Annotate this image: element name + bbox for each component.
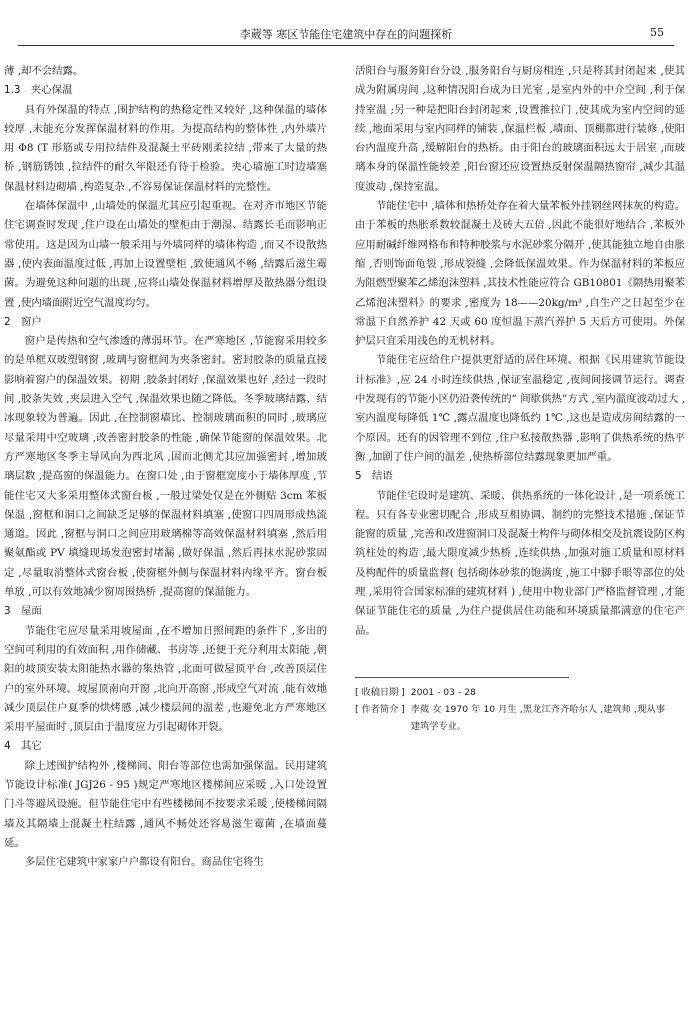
paragraph-gable-wall: 在墙体保温中 ,山墙处的保温尤其应引起重视。在对齐市地区节能住宅调查时发现 ,住户设在山墙处的壁柜由于潮湿、结露长毛而影响正常使用。这是因为山墙一般采用与外墙同样的墙体构造 ,而又不设散热器 ,使内表面温度过低 ,再加上设置壁柜 ,致使通风不畅 ,结露后滋生霉菌。为避免这种问题的出现 ,应将山墙处保温材料增厚及散热器分组设置 ,使内墙面附近空气温度均匀。 <box>4 200 327 309</box>
section-heading-2: 2 窗户 <box>4 315 42 328</box>
paragraph-heating: 节能住宅应给住户提供更舒适的居住环境。根据《民用建筑节能设计标准》,应 24 小时连续供热 ,保证室温稳定 ,夜间间接调节运行。调查中发现有的节能小区仍沿袭传统的“ 间歇供热”方式 ,室内温度波动过大 ,室内温度每降低 1℃ ,露点温度也降低约 1℃ ,这也是造成房间结露的一个原因。还有的因管理不到位 ,住户私接散热器 ,影响了供热系统的热平衡 ,加剧了住户间的温差 ,使热桥部位结露现象更加严重。 <box>355 354 685 463</box>
section-heading-3: 3 屋面 <box>4 605 42 618</box>
section-heading-5: 5 结语 <box>355 470 393 483</box>
received-value: 2001 - 03 - 28 <box>410 686 476 698</box>
right-column <box>355 62 685 735</box>
received-date <box>355 684 665 701</box>
author-value: 李葳 女 1970 年 10 月生 ,黑龙江齐齐哈尔人 ,建筑师 ,现从事建筑学专业。 <box>410 703 665 732</box>
author-info <box>355 701 665 735</box>
paragraph-roof: 节能住宅应尽量采用坡屋面 ,在不增加日照间距的条件下 ,多出的空间可利用的有效面积 ,用作储藏、书房等 ,还便于充分利用太阳能 ,朝阳的坡顶安装太阳能热水器的集热管 ,北面可做屋顶平台 ,改善顶层住户的室外环境。坡屋顶南向开窗 ,北向开高窗 ,形成空气对流 ,能有效地减少顶层住户夏季的烘烤感 ,减少楼层间的温差 ,也避免北方严寒地区采用平屋面时 ,顶层由于温度应力引起砌体开裂。 <box>4 624 327 734</box>
paragraph-sandwich-insulation: 具有外保温的特点 ,围护结构的热稳定性又较好 ,这种保温的墙体较厚 ,未能充分发挥保温材料的作用。为提高结构的整体性 ,内外墙片用 Φ8 (T 形筋或专用拉结件及混凝土平砖刚柔拉结 ,带来了大量的热桥 ,钢筋锈蚀 ,拉结件的耐久年限还有待于检验。夹心墙施工时边墙塞保温材料边砌墙 ,构造复杂 ,不容易保证保温材料的完整性。 <box>4 103 327 193</box>
author-label: [ 作者简介 ] <box>355 703 405 715</box>
section-heading-1-3: 1.3 夹心保温 <box>4 84 73 97</box>
article-notes <box>355 677 665 735</box>
running-head <box>18 18 674 46</box>
paragraph-balcony-cont: 活阳台与服务阳台分设 ,服务阳台与厨房相连 ,只是将其封闭起来 ,使其成为附属房间 ,这种情况阳台成为日光室 ,是室内外的中介空间 ,利于保持室温 ;另一种是把阳台封闭起来 ,设置推拉门 ,使其成为室内空间的延续 ,地面采用与室内同样的铺装 ,保温栏板 ,墙面、顶棚都进行装修 ,使阳台内温度升高 ,缓解阳台的热桥。由于阳台的玻璃面积远大于居室 ,而玻璃本身的保温性能较差 ,阳台窗还应设置热反射保温隔热窗帘 ,减少其温度波动 ,保持室温。 <box>355 65 685 193</box>
paragraph-balcony-start: 多层住宅建筑中家家户户都设有阳台。商品住宅将生 <box>24 856 264 869</box>
received-label: [ 收稿日期 ] <box>355 686 405 698</box>
paragraph-continuation: 薄 ,却不会结露。 <box>4 65 84 77</box>
paragraph-windows: 窗户是传热和空气渗透的薄弱环节。在严寒地区 ,节能窗采用较多的是单框双玻塑钢窗 ,玻璃与窗框间为夹条密封。密封胶条的质量直接影响着窗户的保温效果。初期 ,胶条封闭好 ,保温效果也好 ,经过一段时间 ,胶条失效 ,夹层进入空气 ,保温效果也随之降低。冬季玻璃结露、结冰现象较为普遍。因此 ,在控制窗墙比、控制玻璃面积的同时 ,玻璃应尽量采用中空玻璃 ,改善密封胶条的性能 ,确保节能窗的保温效果。北方严寒地区冬季主导风向为西北风 ,因而北侧尤其应加强密封 ,增加玻璃层数 ,提高窗的保温能力。在窗口处 ,由于窗框宽度小于墙体厚度 ,节能住宅又大多采用整体式窗台板 ,一般过梁处仅是在外侧贴 3cm 苯板保温 ,窗框和洞口之间缺乏足够的保温材料填塞 ,使窗口四周形成热流通道。因此 ,窗框与洞口之间应用玻璃棉等高效保温材料填塞 ,然后用聚氨酯或 PV 填缝现场发泡密封堵漏 ,做好保温 ,然后再抹水泥砂浆固定 ,尽量取消整体式窗台板 ,使窗框外侧与保温材料内缘平齐。窗台板单放 ,可以有效地减少窗周围热桥 ,提高窗的保温能力。 <box>4 335 327 599</box>
paragraph-conclusion: 节能住宅设时是建筑、采暖、供热系统的一体化设计 ,是一项系统工程。只有各专业密切配合 ,形成互相协调、制约的完整技术措施 ,保证节能窗的质量 ,完善和改进窗洞口及混凝土构件与砌体相交及抗震设防区构筑柱处的构造 ,最大限度减少热桥 ,连续供热 ,加强对施工质量和原材料及构配件的质量监督( 包括砌体砂浆的饱满度 ,施工中脚手眼等部位的处理 ,采用符合国家标准的建筑材料 ) ,使用中物业部门严格监督管理 ,才能保证节能住宅的质量 ,为住户提供居住功能和环境质量都满意的住宅产品。 <box>355 489 685 637</box>
paragraph-eps-board: 节能住宅中 ,墙体和热桥处存在着大量苯板外挂钢丝网抹灰的构造。由于苯板的热胀系数较混凝土及砖大五倍 ,因此不能很好地结合 ,苯板外应用耐碱纤维网格布和特种胶浆与水泥砂浆分隔开 ,使其能独立地自由胀缩 ,否则饰面龟裂 ,形成裂缝 ,会降低保温效果。作为保温材料的苯板应为阻燃型聚苯乙烯泡沫塑料 ,其技术性能应符合 GB10801《隔热用聚苯乙烯泡沫塑料》的要求 ,密度为 18——20kg/m³ ,自生产之日起至少在常温下自然养护 42 天或 60 度恒温下蒸汽养护 5 天后方可使用。外保护层只宜采用浅色的无机材料。 <box>355 200 685 348</box>
section-heading-4: 4 其它 <box>4 740 42 753</box>
running-head-title: 李葳等 寒区节能住宅建筑中存在的问题探析 <box>239 28 453 41</box>
left-column <box>4 62 327 872</box>
paragraph-stairwell: 除上述围护结构外 ,楼梯间、阳台等部位也需加强保温。民用建筑节能设计标准( JGJ26 - 95 )规定严寒地区楼梯间应采暖 ,入口处设置门斗等避风设施。但节能住宅中有些楼梯间不按要求采暖 ,使楼梯间隔墙及其隔墙上混凝土柱结露 ,通风不畅处还容易滋生霉菌 ,在墙面蔓延。 <box>4 759 327 849</box>
page-number: 55 <box>650 26 664 39</box>
